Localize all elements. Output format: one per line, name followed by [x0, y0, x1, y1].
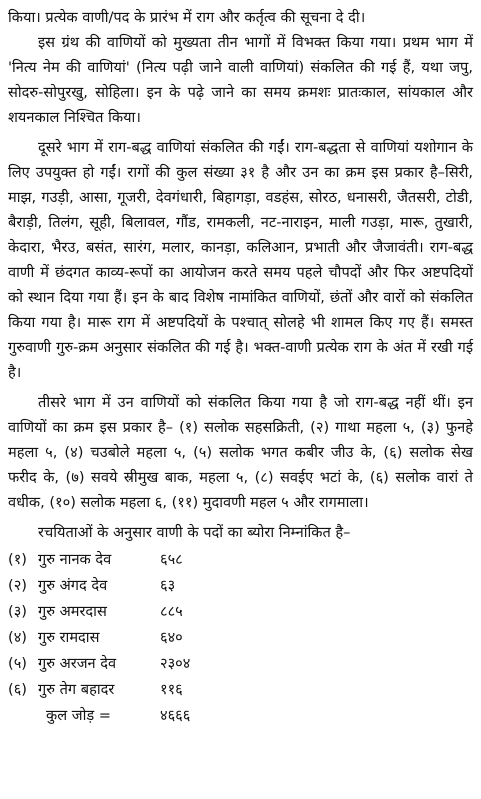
author-name: गुरु रामदास [38, 629, 100, 646]
paragraph-three-parts: इस ग्रंथ की वाणियों को मुख्यता तीन भागों में विभक्त किया गया। प्रथम भाग में 'नित्य नेम की वाणियां' (नित्य पढ़ी जाने वाली वाणियां) संकलित की गई हैं, यथा जपु, सोदरु-सोपुरखु, सोहिला। इन के पढ़े जाने का समय क्रमशः प्रातःकाल, सांयकाल और शयनकाल निश्चित किया। [8, 34, 473, 126]
table-row [8, 625, 190, 651]
author-count: ६५८ [160, 551, 183, 568]
author-count: ११६ [160, 681, 183, 698]
author-number: (२) [8, 577, 27, 594]
paragraph-second-part: दूसरे भाग में राग-बद्ध वाणियां संकलित की गईं। राग-बद्धता से वाणियां यशोगान के लिए उपयुक्त हो गईं। रागों की कुल संख्या ३१ है और उन का क्रम इस प्रकार है–सिरी, माझ, गउड़ी, आसा, गूजरी, देवगंधारी, बिहागड़ा, वडहंस, सोरठ, धनासरी, जैतसरी, टोडी, बैराड़ी, तिलंग, सूही, बिलावल, गौंड, रामकली, नट-नाराइन, माली गउड़ा, मारू, तुखारी, केदारा, भैरउ, बसंत, सारंग, मलार, कानड़ा, कलिआन, प्रभाती और जैजावंती। राग-बद्ध वाणी में छंदगत काव्य-रूपों का आयोजन करते समय पहले चौपदों और फिर अष्टपदियों को स्थान दिया गया हैं। इन के बाद विशेष नामांकित वाणियों, छंतों और वारों को संकलित किया गया है। मारू राग में अष्टपदियों के पश्चात् सोलहे भी शामल किए गए हैं। समस्त गुरुवाणी गुरु-क्रम अनुसार संकलित की गई है। भक्त-वाणी प्रत्येक राग के अंत में रखी गई है। [8, 139, 473, 381]
author-name: गुरु अरजन देव [38, 655, 117, 672]
author-name: गुरु अमरदास [38, 603, 107, 620]
paragraph-opening: किया। प्रत्येक वाणी/पद के प्रारंभ में राग और कर्तृत्व की सूचना दे दी। [8, 9, 366, 26]
author-number: (४) [8, 629, 27, 646]
table-row [8, 651, 190, 677]
author-number: (५) [8, 655, 27, 672]
author-count: ६३ [160, 577, 176, 594]
table-row [8, 547, 190, 573]
table-row [8, 599, 190, 625]
author-name: गुरु नानक देव [38, 551, 112, 568]
author-count: ६४० [160, 629, 183, 646]
total-value: ४६६६ [160, 707, 191, 724]
author-name: गुरु तेग बहादर [38, 681, 115, 698]
total-label: कुल जोड़ = [46, 707, 112, 724]
author-count: ८८५ [160, 603, 183, 620]
author-number: (३) [8, 603, 27, 620]
table-row [8, 573, 190, 599]
author-number: (१) [8, 551, 27, 568]
authors-table [8, 547, 190, 729]
paragraph-third-part: तीसरे भाग में उन वाणियों को संकलित किया गया है जो राग-बद्ध नहीं थीं। इन वाणियों का क्रम इस प्रकार है– (१) सलोक सहसक्रिती, (२) गाथा महला ५, (३) फुनहे महला ५, (४) चउबोले महला ५, (५) सलोक भगत कबीर जीउ के, (६) सलोक सेख फरीद के, (७) सवये स्रीमुख बाक, महला ५, (८) सवईए भटां के, (६) सलोक वारां ते वधीक, (१०) सलोक महला ६, (११) मुदावणी महल ५ और रागमाला। [8, 394, 473, 511]
author-number: (६) [8, 681, 27, 698]
total-row [8, 703, 190, 729]
author-name: गुरु अंगद देव [38, 577, 108, 594]
table-row [8, 677, 190, 703]
paragraph-authors-intro: रचयिताओं के अनुसार वाणी के पदों का ब्योरा निम्नांकित है– [38, 524, 351, 541]
author-count: २३०४ [160, 655, 191, 672]
